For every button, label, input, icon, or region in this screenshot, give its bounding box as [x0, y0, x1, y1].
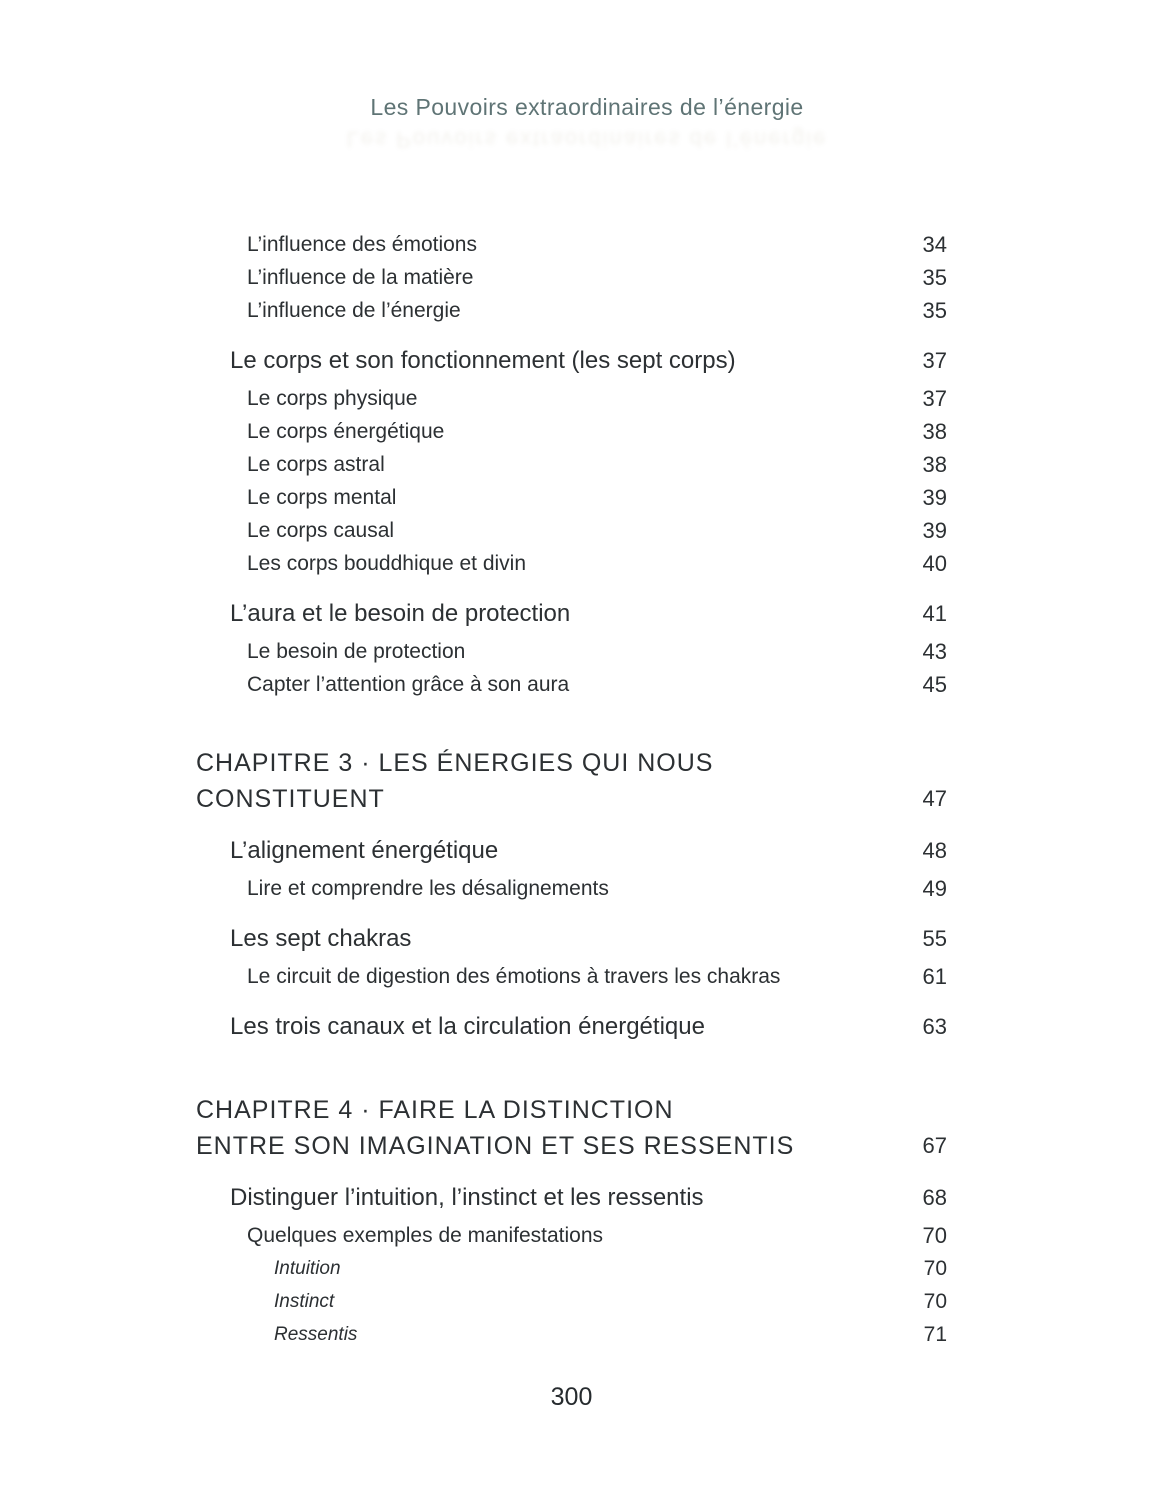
toc-entry-label: L’influence de l’énergie [247, 299, 461, 322]
running-header: Les Pouvoirs extraordinaires de l’énergie [370, 94, 804, 120]
toc-entry [196, 228, 947, 261]
toc-entry-page: 70 [923, 1257, 947, 1280]
toc-entry-label: Le corps causal [247, 519, 395, 542]
toc-entry [196, 340, 947, 382]
toc-entry [196, 1252, 947, 1285]
toc-entry-page: 35 [922, 265, 947, 290]
toc-entry-page: 61 [922, 964, 947, 989]
toc-entry-label: L’aura et le besoin de protection [230, 600, 571, 627]
toc-entry [196, 1177, 947, 1219]
toc-entry [196, 593, 947, 635]
toc-entry-label: Les corps bouddhique et divin [247, 552, 527, 575]
toc-entry-page: 37 [922, 386, 947, 411]
toc-entry-page: 34 [922, 232, 947, 257]
toc-entry-page: 40 [922, 551, 947, 576]
toc-entry-label: CHAPITRE 4 · FAIRE LA DISTINCTION ENTRE SON IMAGINATION ET SES RESSENTIS [196, 1096, 795, 1160]
toc-entry-page: 70 [923, 1290, 947, 1313]
toc-entry-page: 55 [922, 926, 947, 951]
toc-list [196, 228, 947, 1351]
toc-entry-label: Le besoin de protection [247, 640, 466, 663]
toc-entry-label: Ressentis [274, 1324, 358, 1345]
toc-entry [196, 547, 947, 580]
toc-entry-label: Le corps astral [247, 453, 385, 476]
toc-entry [196, 1006, 947, 1048]
toc-entry [196, 1318, 947, 1351]
toc-entry [196, 448, 947, 481]
toc-entry-page: 38 [922, 419, 947, 444]
toc-entry-label: Intuition [274, 1258, 341, 1279]
toc-entry-page: 38 [922, 452, 947, 477]
toc-entry-page: 35 [922, 298, 947, 323]
toc-entry-label: L’influence de la matière [247, 266, 474, 289]
toc-entry-page: 39 [922, 485, 947, 510]
toc-entry-label: Quelques exemples de manifestations [247, 1224, 604, 1247]
toc-entry-page: 49 [922, 876, 947, 901]
toc-entry-label: Instinct [274, 1291, 335, 1312]
toc-entry-page: 43 [922, 639, 947, 664]
toc-entry [196, 960, 947, 993]
toc-entry [196, 481, 947, 514]
toc-entry [196, 1285, 947, 1318]
toc-entry-label: Le corps physique [247, 387, 418, 410]
toc-entry-label: Les sept chakras [230, 925, 412, 952]
toc-entry-page: 37 [922, 348, 947, 373]
page-number: 300 [550, 1383, 593, 1411]
toc-entry-label: Capter l’attention grâce à son aura [247, 673, 570, 696]
toc-entry [196, 872, 947, 905]
toc-entry-page: 41 [922, 601, 947, 626]
toc-entry [196, 514, 947, 547]
toc-entry-page: 47 [922, 786, 947, 811]
toc-entry [196, 1092, 947, 1164]
toc-entry [196, 294, 947, 327]
toc-entry-page: 70 [922, 1223, 947, 1248]
toc-entry-label: Le corps et son fonctionnement (les sept corps) [230, 347, 736, 374]
toc-entry [196, 382, 947, 415]
toc-entry-label: L’alignement énergétique [230, 837, 499, 864]
toc-entry-label: L’influence des émotions [247, 233, 477, 256]
show-through-artifact: Les Pouvoirs extraordinaires de l’énergie [346, 127, 828, 152]
toc-entry-label: Distinguer l’intuition, l’instinct et les ressentis [230, 1184, 704, 1211]
toc-entry-page: 63 [922, 1014, 947, 1039]
toc-entry-page: 45 [922, 672, 947, 697]
toc-entry-page: 68 [922, 1185, 947, 1210]
toc-entry-page: 48 [922, 838, 947, 863]
toc-entry [196, 918, 947, 960]
toc-entry [196, 261, 947, 294]
toc-entry [196, 635, 947, 668]
toc-entry-page: 67 [922, 1133, 947, 1158]
toc-entry [196, 415, 947, 448]
toc-entry-label: Le corps mental [247, 486, 397, 509]
toc-entry [196, 830, 947, 872]
toc-entry [196, 1219, 947, 1252]
toc-entry-label: Le circuit de digestion des émotions à travers les chakras [247, 965, 781, 988]
toc-entry-page: 71 [923, 1323, 947, 1346]
toc-entry [196, 745, 947, 817]
toc-entry-label: Le corps énergétique [247, 420, 445, 443]
toc-entry-label: Les trois canaux et la circulation énergétique [230, 1013, 705, 1040]
toc-entry-label: Lire et comprendre les désalignements [247, 877, 609, 900]
toc-entry [196, 668, 947, 701]
toc-entry-page: 39 [922, 518, 947, 543]
toc-entry-label: CHAPITRE 3 · LES ÉNERGIES QUI NOUS CONSTITUENT [196, 749, 714, 813]
